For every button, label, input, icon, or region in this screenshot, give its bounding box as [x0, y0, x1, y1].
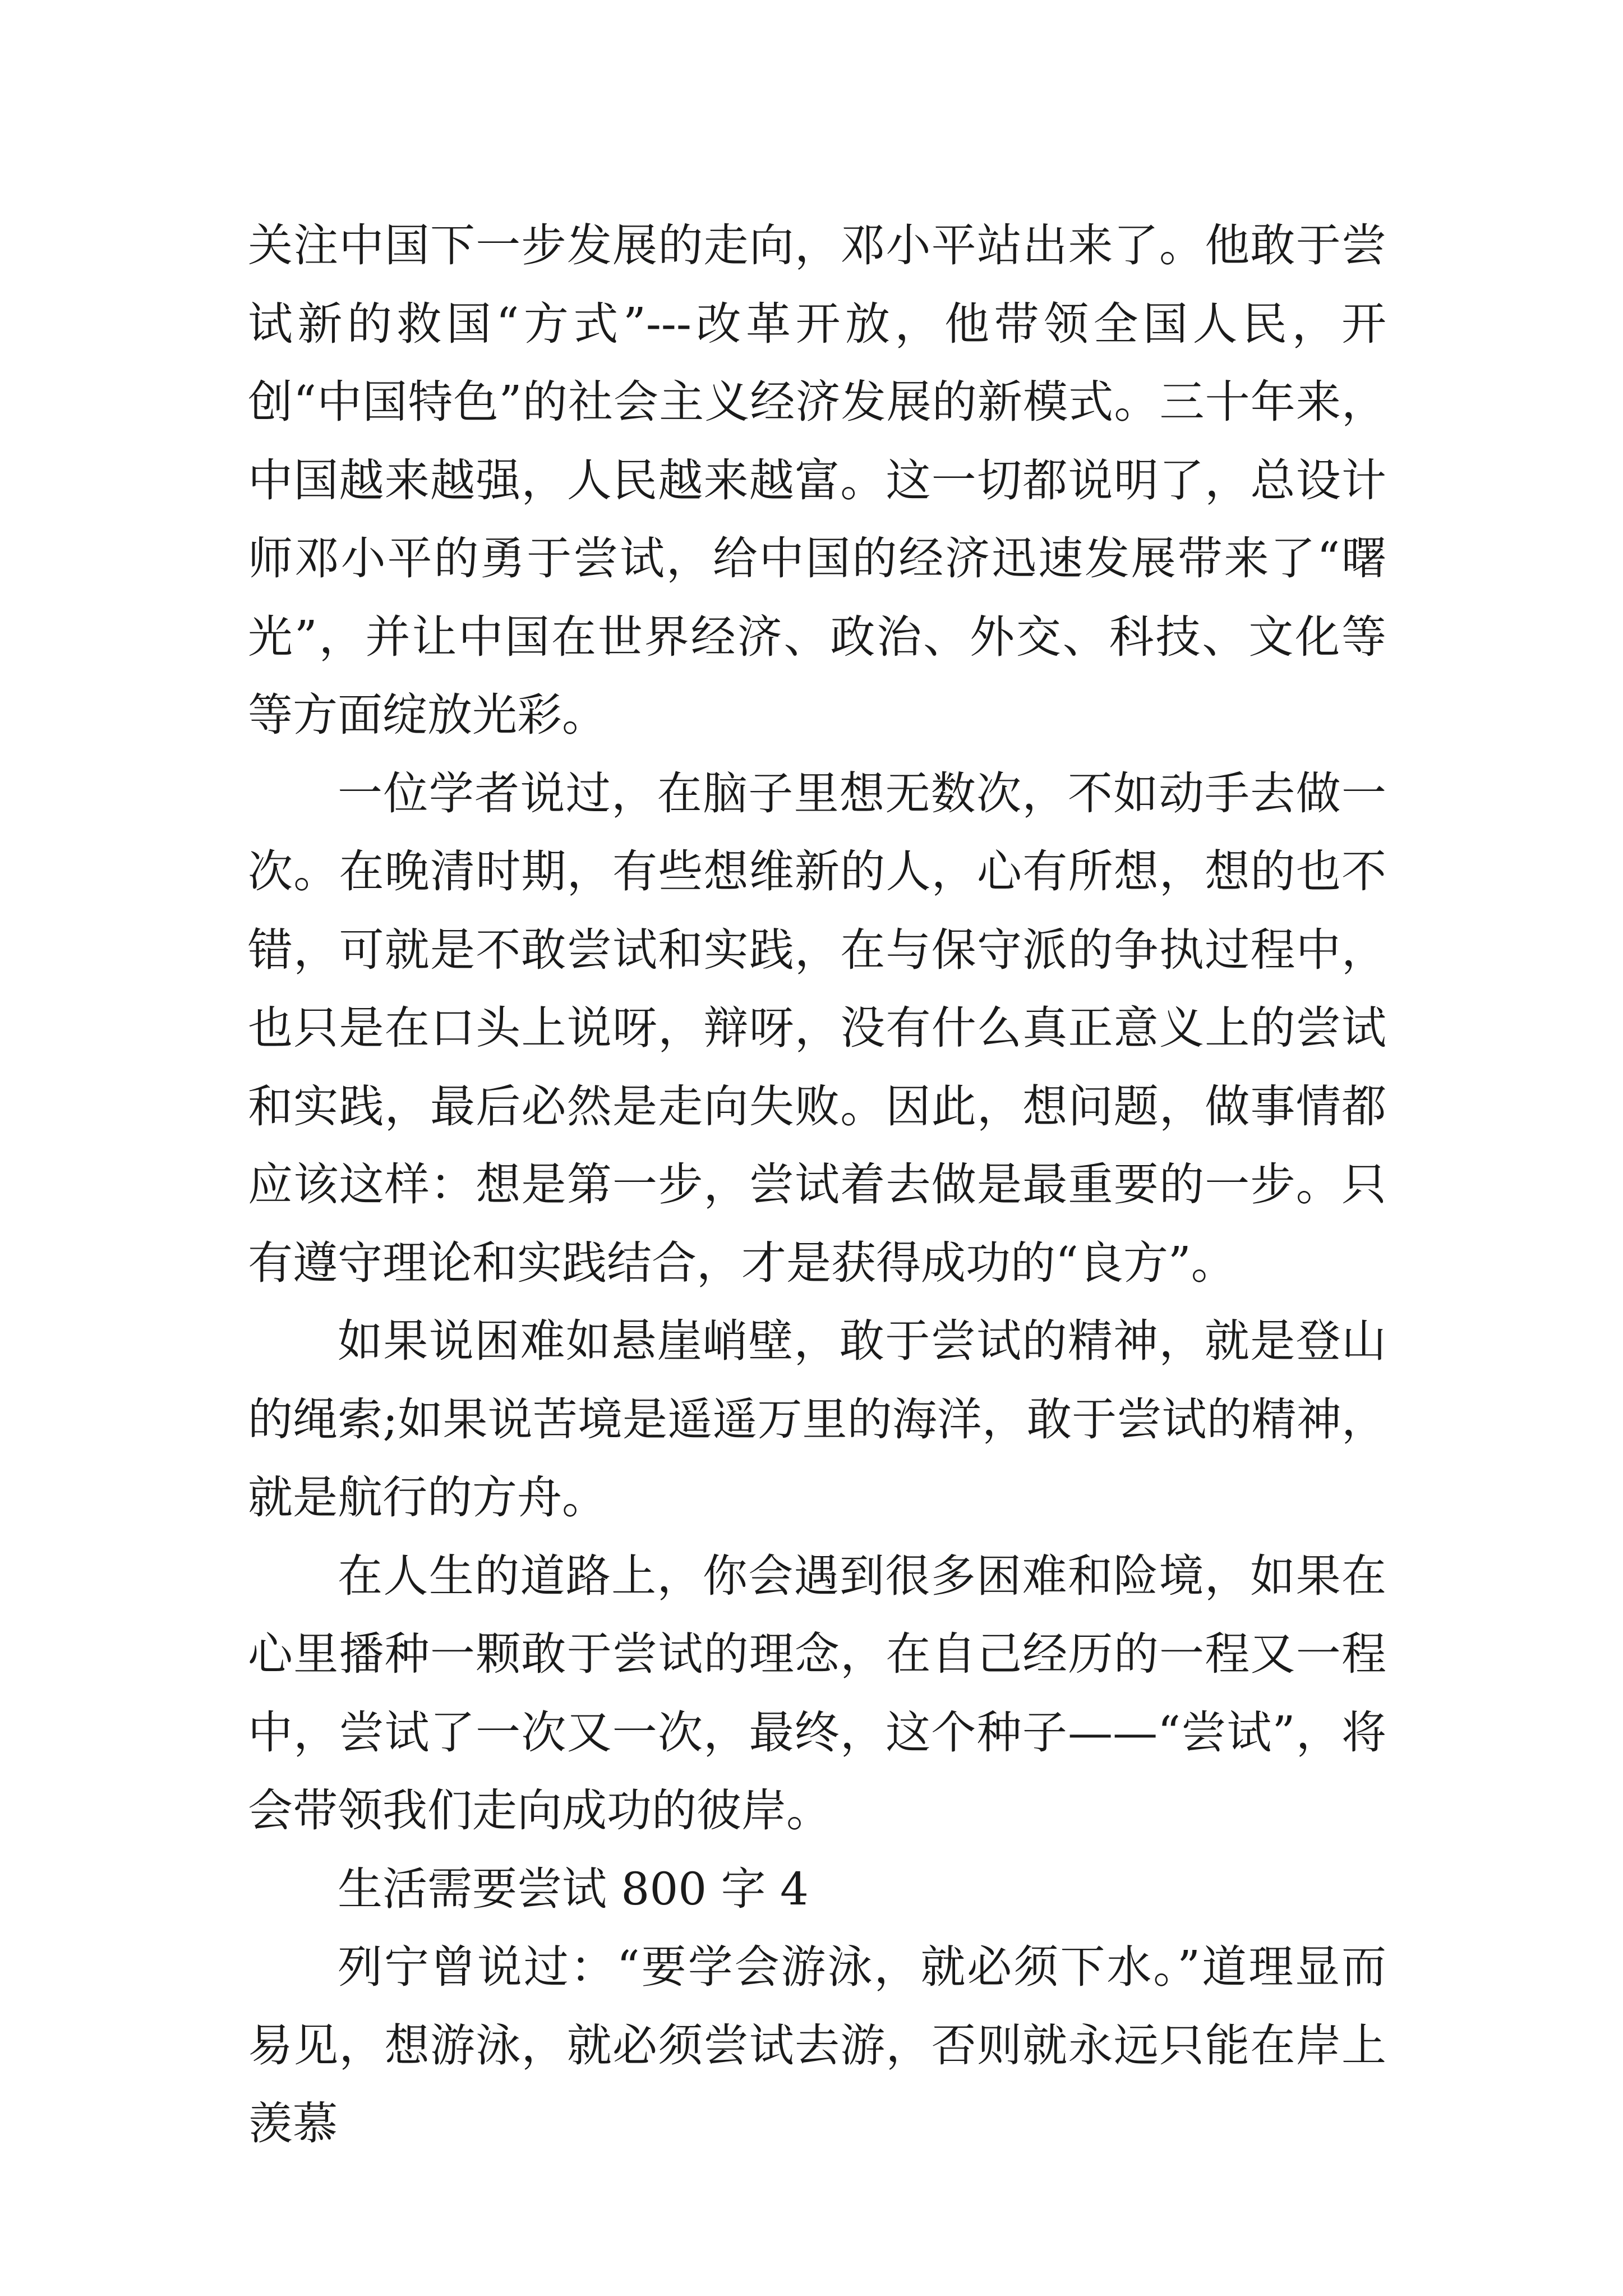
- paragraph-life-road: 在人生的道路上，你会遇到很多困难和险境，如果在心里播种一颗敢于尝试的理念，在自己经历的一程又一程中，尝试了一次又一次，最终，这个种子——“尝试”，将会带领我们走向成功的彼岸。: [248, 1549, 1386, 1837]
- section-heading: 生活需要尝试 800 字 4: [338, 1862, 809, 1915]
- paragraph-lenin-quote: 列宁曾说过：“要学会游泳，就必须下水。”道理显而易见，想游泳，就必须尝试去游，否则就永远只能在岸上羡慕: [248, 1941, 1386, 2150]
- document-body: [248, 206, 1386, 2163]
- paragraph-scholar-quote: 一位学者说过，在脑子里想无数次，不如动手去做一次。在晚清时期，有些想维新的人，心有所想，想的也不错，可就是不敢尝试和实践，在与保守派的争执过程中，也只是在口头上说呀，辩呀，没有什么真正意义上的尝试和实践，最后必然是走向失败。因此，想问题，做事情都应该这样：想是第一步，尝试着去做是最重要的一步。只有遵守理论和实践结合，才是获得成功的“良方”。: [248, 767, 1386, 1289]
- paragraph-cliff-metaphor: 如果说困难如悬崖峭壁，敢于尝试的精神，就是登山的绳索;如果说苦境是遥遥万里的海洋，敢于尝试的精神，就是航行的方舟。: [248, 1315, 1386, 1524]
- paragraph-deng-xiaoping: 关注中国下一步发展的走向，邓小平站出来了。他敢于尝试新的救国“方式”---改革开放，他带领全国人民，开创“中国特色”的社会主义经济发展的新模式。三十年来，中国越来越强，人民越来越富。这一切都说明了，总设计师邓小平的勇于尝试，给中国的经济迅速发展带来了“曙光”，并让中国在世界经济、政治、外交、科技、文化等等方面绽放光彩。: [248, 219, 1386, 741]
